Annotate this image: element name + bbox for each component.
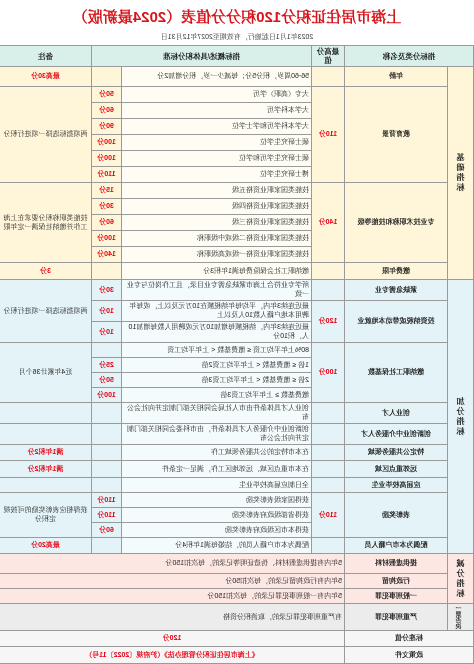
score: 100分 <box>92 151 122 167</box>
criteria: 在本市重点区域、远郊地区工作，满足一定条件 <box>122 461 312 478</box>
criteria: 大学本科学历和学士学位 <box>122 119 312 135</box>
score: 90分 <box>92 119 122 135</box>
standard-score-label: 标准分值 <box>345 631 474 647</box>
score <box>92 343 122 358</box>
criteria: 缴纳职工社会保险费每满1年积3分 <box>122 263 312 280</box>
indicator-name: 行政拘留 <box>345 574 448 589</box>
criteria: 配偶为本市户籍人员的，结婚每满1年积4分 <box>122 538 312 554</box>
score <box>92 424 122 445</box>
max-score <box>312 67 345 87</box>
table-row <box>0 631 474 647</box>
note: 技能类职称积分要求在上海工作并缴纳社保满一定年限 <box>0 183 92 263</box>
category-bonus: 加分指标 <box>448 280 474 554</box>
table-row <box>0 574 474 589</box>
score: 30分 <box>92 280 122 301</box>
score: 110分 <box>92 508 122 523</box>
indicator-name: 表彰奖励 <box>345 493 448 538</box>
table-row <box>0 67 474 87</box>
header-category: 指标分类及名称 <box>345 46 474 67</box>
points-table <box>0 45 474 664</box>
max-score <box>312 445 345 461</box>
criteria: 1倍 ≤ 缴费基数 < 上年平均工资2倍 <box>122 358 312 373</box>
note <box>0 403 92 424</box>
criteria: 缴费基数 ≥ 上年平均工资3倍 <box>122 388 312 403</box>
criteria: 获得省部级政府表彰奖励 <box>122 508 312 523</box>
max-score: 100分 <box>312 343 345 403</box>
category-veto: 一票否决 <box>448 604 474 631</box>
score: 50分 <box>92 373 122 388</box>
table-row <box>0 445 474 461</box>
note <box>0 424 92 445</box>
criteria: 获得国家级表彰奖励 <box>122 493 312 508</box>
indicator-name: 创业人才 <box>345 403 448 424</box>
indicator-name: 投资纳税或带动本地就业 <box>345 301 448 343</box>
indicator-name: 缴费年限 <box>345 263 448 280</box>
table-row <box>0 461 474 478</box>
score: 100分 <box>92 135 122 151</box>
table-row <box>0 647 474 664</box>
table-row <box>0 478 474 493</box>
standard-score-value: 120分 <box>0 631 345 647</box>
table-row <box>0 493 474 508</box>
category-minus: 减分指标 <box>448 554 474 604</box>
indicator-name: 配偶为本市户籍人员 <box>345 538 448 554</box>
header-max: 最高分值 <box>312 46 345 67</box>
score: 110分 <box>92 167 122 183</box>
max-score <box>312 403 345 424</box>
table-row <box>0 183 474 199</box>
score: 60分 <box>92 103 122 119</box>
max-score: 110分 <box>312 493 345 538</box>
max-score <box>312 461 345 478</box>
table-row <box>0 87 474 103</box>
criteria: 56-60周岁，积分5分；每减少一岁，积分增加2分 <box>122 67 312 87</box>
criteria: 在本市特定的公共服务领域工作 <box>122 445 312 461</box>
max-score <box>312 478 345 493</box>
score <box>92 263 122 280</box>
note <box>0 478 92 493</box>
indicator-name: 一般刑事犯罪 <box>345 589 448 604</box>
indicator-name: 特定公共服务领域 <box>345 445 448 461</box>
score: 60分 <box>92 523 122 538</box>
criteria: 技能类国家职业资格五级 <box>122 183 312 199</box>
max-score <box>312 538 345 554</box>
criteria: 2倍 ≤ 缴费基数 < 上年平均工资3倍 <box>122 373 312 388</box>
indicator-name: 远郊重点区域 <box>345 461 448 478</box>
note: 获得相应表彰奖励的可按规定积分 <box>0 493 92 538</box>
max-score <box>312 263 345 280</box>
indicator-name: 创新创业中介服务人才 <box>345 424 448 445</box>
table-row <box>0 280 474 301</box>
note: 两项指标选择一项进行积分 <box>0 87 92 183</box>
criteria: 大学本科学历 <box>122 103 312 119</box>
criteria: 技能类国家职业资格一级或高级职称 <box>122 247 312 263</box>
indicator-name: 年龄 <box>345 67 448 87</box>
criteria: 技能类国家职业资格二级或中级职称 <box>122 231 312 247</box>
score <box>92 445 122 461</box>
indicator-name: 提供虚假材料 <box>345 554 448 574</box>
criteria: 大专（高职）学历 <box>122 87 312 103</box>
criteria: 硕士研究生学历和学位 <box>122 151 312 167</box>
score <box>92 403 122 424</box>
note: 最高30分 <box>0 67 92 87</box>
criteria: 最近连续3年内，平均每年纳税额在10万元及以上，或每年聘用本地户籍人数10人及以上 <box>122 301 312 322</box>
criteria: 5年内有提供虚假材料、伪造证明等记录的，每次扣150分 <box>0 554 345 574</box>
criteria: 技能类国家职业资格四级 <box>122 199 312 215</box>
score <box>92 461 122 478</box>
score: 10分 <box>92 301 122 322</box>
table-row <box>0 424 474 445</box>
indicator-name: 教育背景 <box>345 87 448 183</box>
score: 100分 <box>92 231 122 247</box>
indicator-name: 应届高校毕业生 <box>345 478 448 493</box>
score: 60分 <box>92 215 122 231</box>
score <box>92 478 122 493</box>
note: 最高20分 <box>0 538 92 554</box>
table-row <box>0 538 474 554</box>
table-row <box>0 343 474 358</box>
note: 满1年积2分 <box>0 461 92 478</box>
criteria: 有严重刑事犯罪记录的，取消积分资格 <box>0 604 345 631</box>
criteria: 所学专业符合上海市紧缺急需专业目录，且工作岗位与专业一致 <box>122 280 312 301</box>
indicator-name: 严重刑事犯罪 <box>345 604 448 631</box>
table-row <box>0 554 474 574</box>
criteria: 创新创业中介服务人才具体条件，由市科委会同相关部门制定并向社会公布 <box>122 424 312 445</box>
score: 15分 <box>92 183 122 199</box>
table-row <box>0 589 474 604</box>
criteria: 获得本市区级政府表彰奖励 <box>122 523 312 538</box>
criteria: 最近连续3年内，纳税额每增加10万元或聘用人数每增加10人，积10分 <box>122 322 312 343</box>
max-score <box>312 280 345 301</box>
score <box>92 67 122 87</box>
table-row <box>0 263 474 280</box>
score: 100分 <box>92 388 122 403</box>
policy-document-label: 政策文件 <box>345 647 474 664</box>
note: 3分 <box>0 263 92 280</box>
table-row <box>0 403 474 424</box>
max-score: 110分 <box>312 87 345 183</box>
note: 两项指标选择一项进行积分 <box>0 280 92 343</box>
score: 10分 <box>92 322 122 343</box>
score <box>92 538 122 554</box>
category-basic: 基础指标 <box>448 67 474 280</box>
criteria: 硕士研究生学位 <box>122 135 312 151</box>
score: 25分 <box>92 358 122 373</box>
criteria: 全日制应届高校毕业生 <box>122 478 312 493</box>
criteria: 5年内有行政拘留记录的，每次扣50分 <box>0 574 345 589</box>
score: 140分 <box>92 247 122 263</box>
criteria: 80%上年平均工资 ≤ 缴费基数 < 上年平均工资 <box>122 343 312 358</box>
indicator-name: 紧缺急需专业 <box>345 280 448 301</box>
score: 50分 <box>92 87 122 103</box>
page-title: 上海市居住证积分120积分分值表（2024最新版） <box>72 9 402 26</box>
page-subtitle: 2023年1月1日起施行，有效期至2027年12月31日 <box>160 34 314 41</box>
table-header <box>0 46 474 67</box>
criteria: 5年内有一般刑事犯罪记录的，每次扣150分 <box>0 589 345 604</box>
criteria: 技能类国家职业资格三级 <box>122 215 312 231</box>
note: 满1年积2分 <box>0 445 92 461</box>
policy-document-link[interactable]: 《上海市居住证积分管理办法》（沪府规〔2022〕11号） <box>0 647 345 664</box>
header-criteria: 指标概述/具体积分标准 <box>92 46 312 67</box>
note: 近4年累计36个月 <box>0 343 92 403</box>
indicator-name: 缴纳职工社保基数 <box>345 343 448 403</box>
score: 30分 <box>92 199 122 215</box>
criteria: 创业人才具体条件由市人社局会同相关部门制定并向社会公布 <box>122 403 312 424</box>
max-score <box>312 424 345 445</box>
table-row <box>0 604 474 631</box>
header-notes: 备注 <box>0 46 92 67</box>
max-score: 120分 <box>312 301 345 343</box>
criteria: 博士研究生学位 <box>122 167 312 183</box>
max-score: 140分 <box>312 183 345 263</box>
score: 110分 <box>92 493 122 508</box>
indicator-name: 专业技术职称和技能等级 <box>345 183 448 263</box>
